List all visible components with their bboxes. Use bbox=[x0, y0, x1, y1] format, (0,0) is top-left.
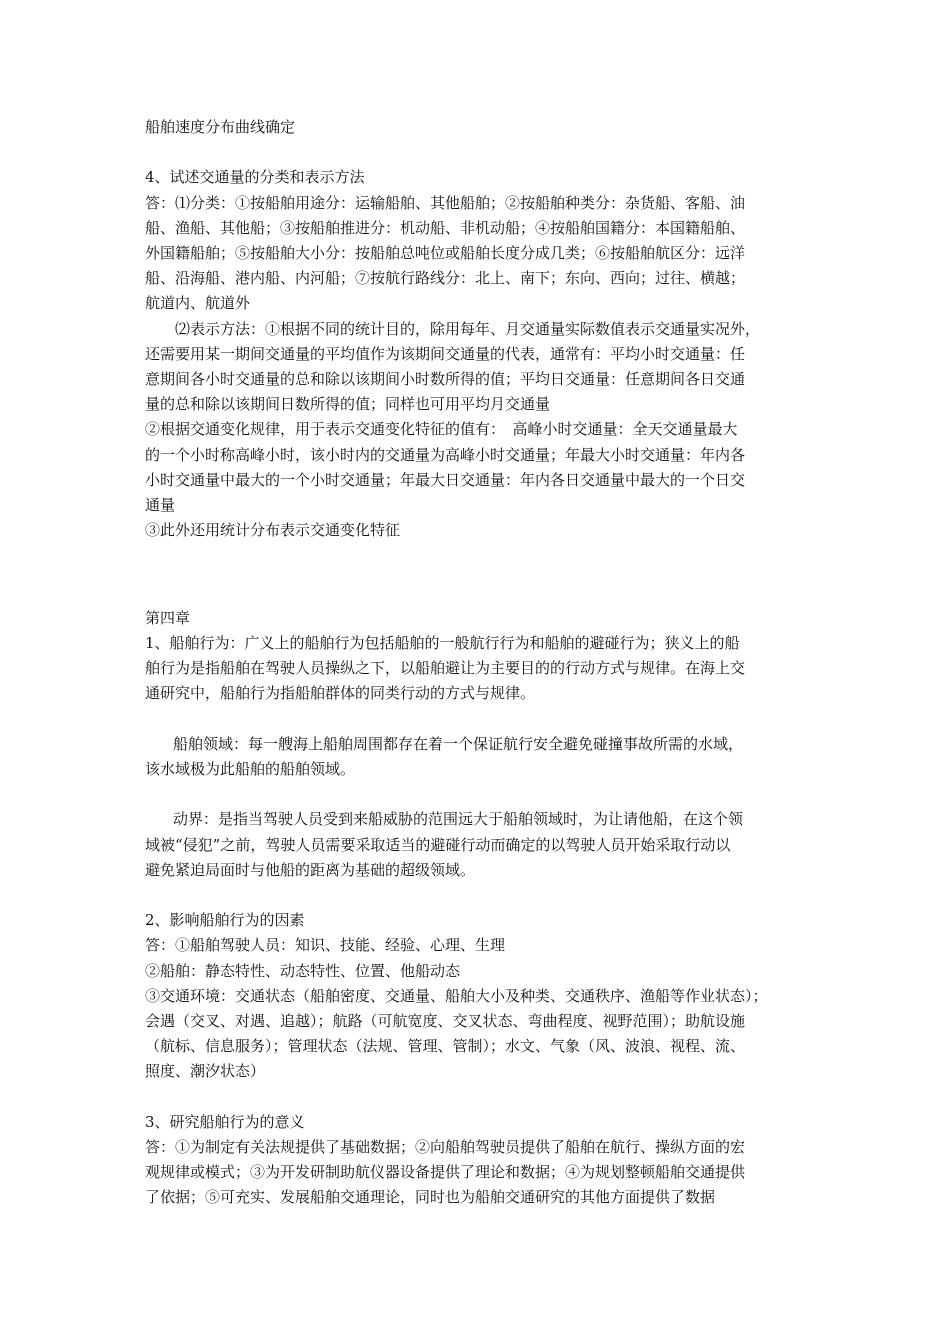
document-body bbox=[145, 115, 810, 1211]
q3-line: 观规律或模式；③为开发研制助航仪器设备提供了理论和数据；④为规划整顿船舶交通提供 bbox=[145, 1163, 746, 1182]
boundary-line: 避免紧迫局面时与他船的距离为基础的超级领域。 bbox=[145, 860, 476, 879]
q1-line: 通研究中，船舶行为指船舶群体的同类行动的方式与规律。 bbox=[145, 684, 536, 703]
question-3-title: 3、研究船舶行为的意义 bbox=[145, 1112, 305, 1131]
q2-line: ③交通环境：交通状态（船舶密度、交通量、船舶大小及种类、交通秩序、渔船等作业状态）； bbox=[145, 986, 768, 1005]
q4-method-line: 的一个小时称高峰小时，该小时内的交通量为高峰小时交通量；年最大小时交通量：年内各 bbox=[145, 445, 746, 464]
spacer bbox=[145, 140, 810, 165]
q4-method-line: 通量 bbox=[145, 496, 176, 515]
q2-line: 会遇（交叉、对遇、追越）；航路（可航宽度、交叉状态、弯曲程度、视野范围）；助航设施 bbox=[145, 1012, 746, 1031]
q4-method-line: 意期间各小时交通量的总和除以该期间小时数所得的值；平均日交通量：任意期间各日交通 bbox=[145, 370, 746, 389]
q4-method-line: 小时交通量中最大的一个小时交通量；年最大日交通量：年内各日交通量中最大的一个日交 bbox=[145, 470, 746, 489]
question-1-section bbox=[145, 631, 810, 883]
question-2-section bbox=[145, 908, 810, 1084]
spacer bbox=[145, 707, 810, 732]
q1-line: 舶行为是指船舶在驾驶人员操纵之下，以船舶避让为主要目的的行动方式与规律。在海上交 bbox=[145, 659, 746, 678]
top-heading: 船舶速度分布曲线确定 bbox=[145, 118, 296, 136]
q3-line: 答：①为制定有关法规提供了基础数据；②向船舶驾驶员提供了船舶在航行、操纵方面的宏 bbox=[145, 1138, 746, 1157]
q4-method-line: ⑵表示方法：①根据不同的统计目的，除用每年、月交通量实际数值表示交通量实况外， bbox=[175, 319, 761, 338]
q4-method-line: ③此外还用统计分布表示交通变化特征 bbox=[145, 521, 401, 540]
q4-answer-line: 船、渔船、其他船；③按船舶推进分：机动船、非机动船；④按船舶国籍分：本国籍船舶、 bbox=[145, 218, 746, 237]
ship-domain-line: 该水域极为此船舶的船舶领域。 bbox=[145, 760, 356, 779]
q4-answer-line: 答：⑴分类：①按船舶用途分：运输船舶、其他船舶；②按船舶种类分：杂货船、客船、油 bbox=[145, 193, 746, 212]
question-3-section bbox=[145, 1110, 810, 1211]
q4-method-line: ②根据交通变化规律，用于表示交通变化特征的值有： 高峰小时交通量：全天交通量最大 bbox=[145, 420, 738, 439]
spacer bbox=[145, 883, 810, 908]
q4-answer-line: 航道内、航道外 bbox=[145, 294, 251, 313]
boundary-line: 动界：是指当驾驶人员受到来船威胁的范围远大于船舶领域时，为让请他船，在这个领 bbox=[173, 810, 744, 829]
question-4-title: 4、试述交通量的分类和表示方法 bbox=[145, 168, 365, 187]
q4-answer-line: 外国籍船舶；⑤按船舶大小分：按船舶总吨位或船舶长度分成几类；⑥按船舶航区分：远洋 bbox=[145, 244, 746, 262]
q2-line: ②船舶：静态特性、动态特性、位置、他船动态 bbox=[145, 961, 461, 980]
q2-line: （航标、信息服务）；管理状态（法规、管理、管制）；水文、气象（风、波浪、视程、流、 bbox=[145, 1037, 746, 1056]
chapter-heading: 第四章 bbox=[145, 608, 191, 627]
question-2-title: 2、影响船舶行为的因素 bbox=[145, 911, 305, 930]
spacer bbox=[145, 594, 810, 606]
question-4-section bbox=[145, 165, 810, 543]
q4-method-line: 量的总和除以该期间日数所得的值；同样也可用平均月交通量 bbox=[145, 395, 551, 414]
q1-line: 1、船舶行为：广义上的船舶行为包括船舶的一般航行行为和船舶的避碰行为；狭义上的船 bbox=[145, 634, 740, 653]
q4-answer-line: 船、沿海船、港内船、内河船；⑦按航行路线分：北上、南下；东向、西向；过往、横越； bbox=[145, 269, 746, 288]
spacer bbox=[145, 782, 810, 807]
ship-domain-line: 船舶领域：每一艘海上船舶周围都存在着一个保证航行安全避免碰撞事故所需的水域， bbox=[173, 734, 744, 753]
q4-method-line: 还需要用某一期间交通量的平均值作为该期间交通量的代表，通常有：平均小时交通量：任 bbox=[145, 344, 746, 363]
q3-line: 了依据；⑤可充实、发展船舶交通理论，同时也为船舶交通研究的其他方面提供了数据 bbox=[145, 1188, 716, 1207]
spacer bbox=[145, 1085, 810, 1110]
boundary-line: 域被“侵犯”之前，驾驶人员需要采取适当的避碰行动而确定的以驾驶人员开始采取行动以 bbox=[145, 835, 731, 854]
spacer bbox=[145, 543, 810, 593]
q2-line: 照度、潮汐状态） bbox=[145, 1062, 266, 1081]
q2-line: 答：①船舶驾驶人员：知识、技能、经验、心理、生理 bbox=[145, 936, 506, 955]
